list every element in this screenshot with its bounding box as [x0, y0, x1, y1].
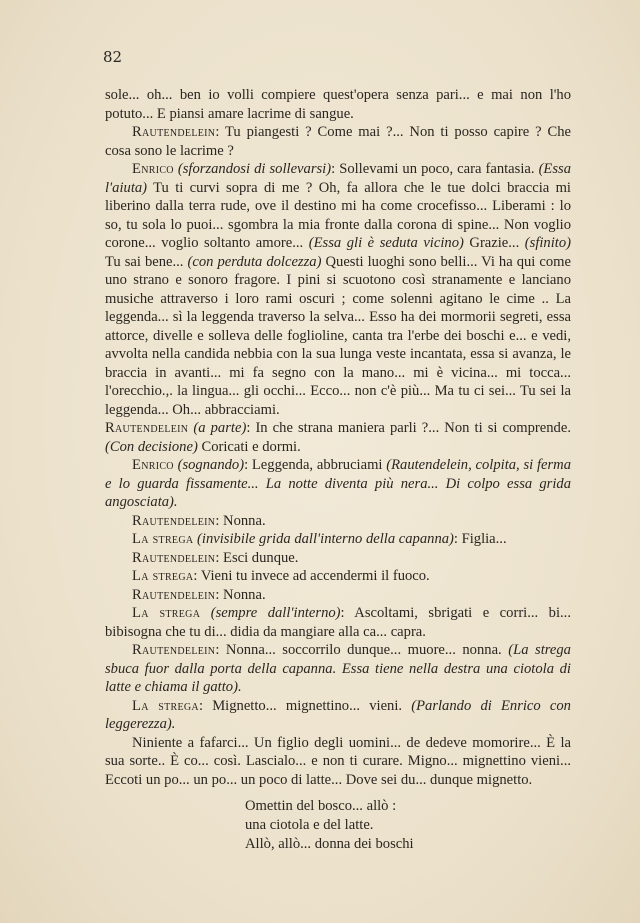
dialogue-text: : In che strana maniera parli ?... Non ti si comprende.	[246, 420, 571, 436]
dialogue-text: : Sollevami un poco, cara fantasia.	[331, 161, 539, 177]
page-number: 82	[103, 48, 123, 66]
speaker-name: La strega	[132, 697, 199, 714]
dialogue-text: Coricati e dormi.	[197, 438, 301, 455]
paragraph	[105, 697, 571, 734]
dialogue-text: Questi luoghi sono belli... Vi ha qui come uno strano e sonoro fragore. I pini si scuotono così stranamente e lanciano musiche attraverso i loro rami oscuri ; come solenni agitano le cime .. La leggenda... sì la leggenda traverso la selva... Esso ha dei mormorii segreti, essa attorce, divelle e solleva delle foglioline, canta tra l'erbe dei boschi e... e vedi, avvolta nella candida nebbia con la sua lunga veste incantata, essa si avanza, le braccia in avanti... mi fa segno con la mano... mi è vicina... mi tocca... l'orecchio.,. la lingua... gli occhi... Ecco... non c'è più... Ma tu ci sei... Tu sei la leggenda... Oh... abbracciami.	[105, 253, 571, 418]
paragraph	[105, 734, 571, 790]
stage-direction: (Rautendelein, colpita, si ferma e lo guarda fissamente... La notte diventa più nera... Di colpo essa grida angosciata).	[105, 457, 571, 510]
paragraph	[105, 530, 571, 549]
verse-block	[245, 797, 571, 854]
dialogue-text: : Nonna.	[215, 586, 266, 603]
dialogue-text: : Nonna.	[215, 512, 266, 529]
speaker-name: Rautendelein	[132, 124, 216, 140]
paragraph	[105, 86, 571, 123]
paragraph	[105, 641, 571, 697]
dialogue-text: Tu sai bene...	[105, 253, 188, 270]
speaker-name: La strega	[132, 568, 194, 584]
speaker-name: La strega	[132, 605, 201, 621]
paragraph	[105, 123, 571, 160]
stage-direction: (Essa l'aiuta)	[105, 161, 571, 196]
dialogue-text: : Vieni tu invece ad accendermi il fuoco.	[193, 568, 430, 584]
stage-direction: (sognando)	[177, 457, 245, 473]
stage-direction: (Parlando di Enrico con leggerezza).	[105, 697, 571, 732]
dialogue-text: : Ascoltami, sbrigati e corri... bi... bibisogna che tu di... didia da mangiare alla ca... capra.	[105, 605, 571, 640]
paragraph	[105, 512, 571, 531]
dialogue-text: Grazie...	[463, 235, 525, 251]
speaker-name: Enrico	[132, 161, 174, 177]
stage-direction: (Con decisione)	[105, 438, 198, 455]
dialogue-text: Niniente a fafarci... Un figlio degli uomini... de dedeve momorire... È la sua sorte.. È co... così. Lascialo... e non ti curare. Migno... mignettino vieni... Eccoti un po... un po... un poco di latte... Dove sei du... dunque mignetto.	[105, 734, 571, 788]
verse-line: Allò, allò... donna dei boschi	[245, 836, 414, 852]
paragraph	[105, 456, 571, 512]
speaker-name: La strega	[132, 531, 194, 547]
stage-direction: (sempre dall'interno)	[210, 605, 341, 621]
paragraph	[105, 567, 571, 586]
paragraph	[105, 160, 571, 419]
speaker-name: Rautendelein	[105, 420, 189, 436]
dialogue-text: : Figlia...	[453, 531, 507, 547]
dialogue-text: : Nonna... soccorrilo dunque... muore... nonna.	[215, 642, 509, 658]
speaker-name: Rautendelein	[132, 586, 216, 603]
stage-direction: (sfinito)	[524, 235, 571, 251]
stage-direction: (con perduta dolcezza)	[187, 253, 322, 270]
text-body	[105, 86, 571, 854]
verse-line: Omettin del bosco... allò :	[245, 798, 397, 814]
paragraph	[105, 604, 571, 641]
speaker-name: Rautendelein	[132, 642, 216, 658]
stage-direction: (Essa gli è seduta vicino)	[308, 235, 464, 251]
stage-direction: (a parte)	[193, 420, 247, 436]
dialogue-text: : Leggenda, abbruciami	[244, 457, 387, 473]
paragraph	[105, 419, 571, 456]
dialogue-text: : Mignetto... mignettino... vieni.	[198, 697, 412, 714]
speaker-name: Enrico	[132, 457, 174, 473]
dialogue-text: Tu ti curvi sopra di me ? Oh, fa allora che le tue dolci braccia mi liberino dalla terra rude, ove il destino mi ha come crocefisso... Liberami : lo so, tu sola lo puoi... sgombra la mia fronte dalla corona di spine... Non voglio corone... voglio soltanto amore...	[105, 179, 571, 251]
paragraph	[105, 549, 571, 568]
dialogue-text: : Esci dunque.	[215, 549, 299, 566]
speaker-name: Rautendelein	[132, 549, 216, 566]
stage-direction: (sforzandosi di sollevarsi)	[177, 161, 332, 177]
stage-direction: (invisibile grida dall'interno della capanna)	[197, 531, 454, 547]
speaker-name: Rautendelein	[132, 512, 216, 529]
verse-line: una ciotola e del latte.	[245, 817, 374, 833]
dialogue-text: : Tu piangesti ? Come mai ?... Non ti posso capire ? Che cosa sono le lacrime ?	[105, 124, 571, 159]
dialogue-text: sole... oh... ben io volli compiere quest'opera senza pari... e mai non l'ho potuto... E piansi amare lacrime di sangue.	[105, 87, 571, 122]
dialogue-text	[200, 605, 211, 621]
stage-direction: (La strega sbuca fuor dalla porta della capanna. Essa tiene nella destra una ciotola di latte e chiama il gatto).	[105, 642, 571, 695]
paragraph	[105, 586, 571, 605]
